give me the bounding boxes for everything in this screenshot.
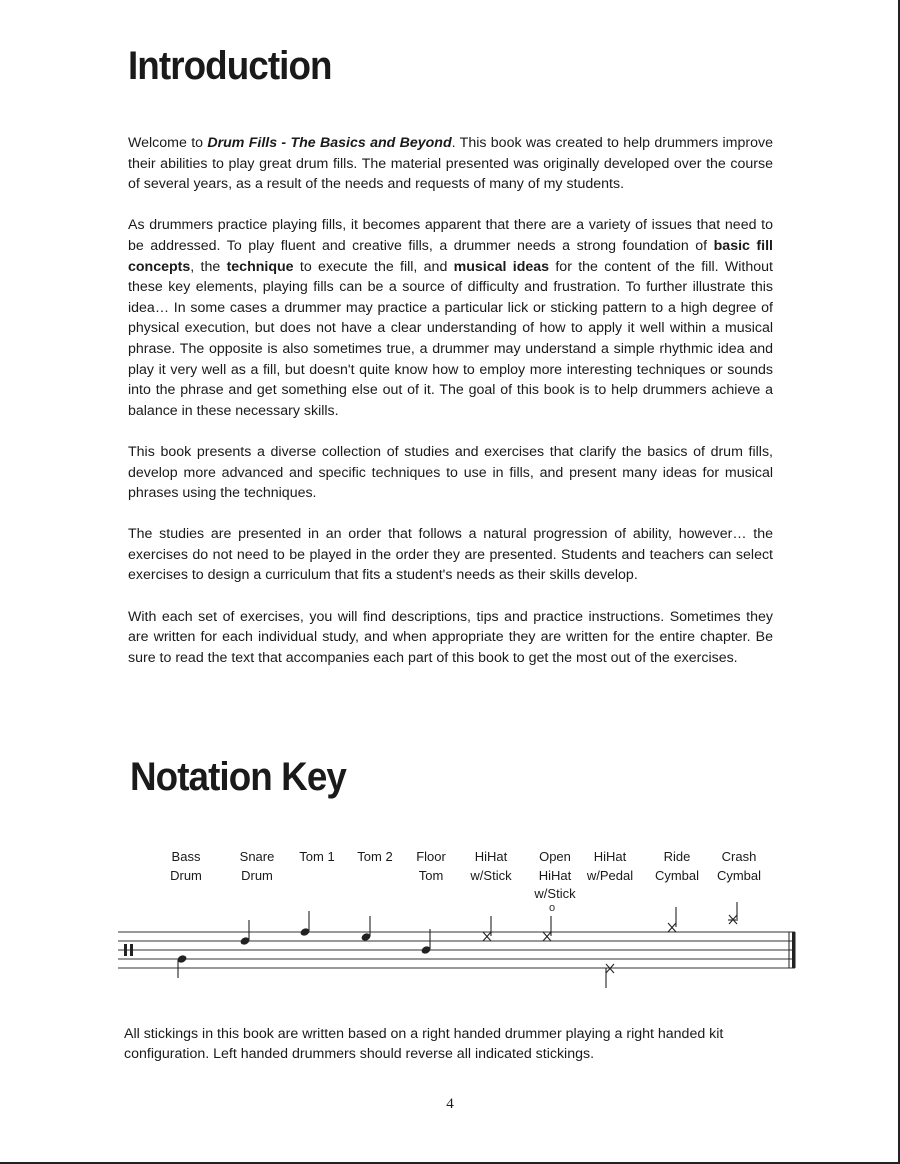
open-hihat-symbol: o <box>548 902 556 914</box>
intro-p1-text-a: Welcome to <box>128 135 208 151</box>
intro-paragraph-1 <box>128 133 773 195</box>
page-number: 4 <box>446 1096 454 1112</box>
intro-paragraph-5: With each set of exercises, you will find descriptions, tips and practice instructions. Sometimes they are written for each individual study, and when appropriate they are written for the entire chapter. Be sure to read the text that accompanies each part of this book to get the most out of the exercises. <box>128 608 773 666</box>
intro-p2-text-b: , the <box>190 258 227 275</box>
label-bass-drum: Bass Drum <box>170 849 202 883</box>
emphasis-musical-ideas: musical ideas <box>453 258 550 275</box>
label-floor-tom: Floor Tom <box>416 849 446 883</box>
staff-svg <box>0 840 900 1000</box>
emphasis-basic-fill-concepts: basic fill concepts <box>128 237 773 275</box>
note-tom-1 <box>299 911 310 937</box>
book-title: Drum Fills - The Basics and Beyond <box>207 135 452 151</box>
label-tom-2: Tom 2 <box>357 849 393 864</box>
introduction-heading: Introduction <box>128 44 332 88</box>
intro-p2-text-a: As drummers practice playing fills, it becomes apparent that there are a variety of issues that need to be addressed. To play fluent and creative fills, a drummer needs a strong foundation of <box>128 217 773 254</box>
intro-paragraph-4: The studies are presented in an order that follows a natural progression of ability, however… the exercises do not need to be played in the order they are presented. Students and teachers can select exercises to design a curriculum that fits a student's needs as their skills develop. <box>128 526 773 584</box>
note-crash-cymbal <box>728 902 738 924</box>
label-ride-cymbal: Ride Cymbal <box>654 849 700 883</box>
note-bass-drum <box>176 954 187 978</box>
note-open-hihat <box>543 916 551 941</box>
notation-key-staff <box>0 840 900 1000</box>
label-tom-1: Tom 1 <box>299 849 335 864</box>
intro-paragraph-3: This book presents a diverse collection of studies and exercises that clarify the basics of drum fills, develop more advanced and specific techniques to use in fills, and present many ideas for musical phrases using the techniques. <box>128 443 773 502</box>
staff-lines <box>118 932 795 968</box>
intro-paragraph-2 <box>128 215 773 421</box>
emphasis-technique: technique <box>226 258 294 275</box>
note-snare-drum <box>239 920 250 946</box>
intro-p2-text-c: to execute the fill, and <box>293 258 454 275</box>
notation-key-heading: Notation Key <box>130 755 346 799</box>
note-tom-2 <box>360 916 371 942</box>
label-hihat-pedal: HiHat w/Pedal <box>586 849 634 883</box>
intro-p2-text-d: for the content of the fill. Without these key elements, playing fills can be a source of difficulty and frustration. To further illustrate this idea… In some cases a drummer may practice a particular lick or sticking pattern to a high degree of physical execution, but does not have a clear understanding of how to apply it well within a musical phrase. The opposite is also sometimes true, a drummer may understand a simple rhythmic idea and play it very well as a fill, but doesn't quite know how to employ more interesting techniques or sounds into the phrase and get something else out of it. The goal of this book is to help drummers achieve a balance in these necessary skills. <box>128 258 773 419</box>
note-hihat-stick <box>483 916 491 941</box>
note-floor-tom <box>420 929 431 955</box>
label-crash-cymbal: Crash Cymbal <box>716 849 762 883</box>
note-ride-cymbal <box>668 907 676 932</box>
label-hihat-stick: HiHat w/Stick <box>470 849 512 883</box>
label-snare-drum: Snare Drum <box>239 849 275 883</box>
stickings-note: All stickings in this book are written based on a right handed drummer playing a right handed kit configuration. Left handed drummers should reverse all indicated stickings. <box>124 1026 724 1062</box>
label-open-hihat: Open HiHat w/Stick <box>534 849 576 901</box>
intro-p1-text-b: . This book was created to help drummers improve their abilities to play great drum fills. The material presented was originally developed over the course of several years, as a result of the needs and requests of many of my students. <box>128 135 773 193</box>
introduction-body <box>128 133 773 689</box>
